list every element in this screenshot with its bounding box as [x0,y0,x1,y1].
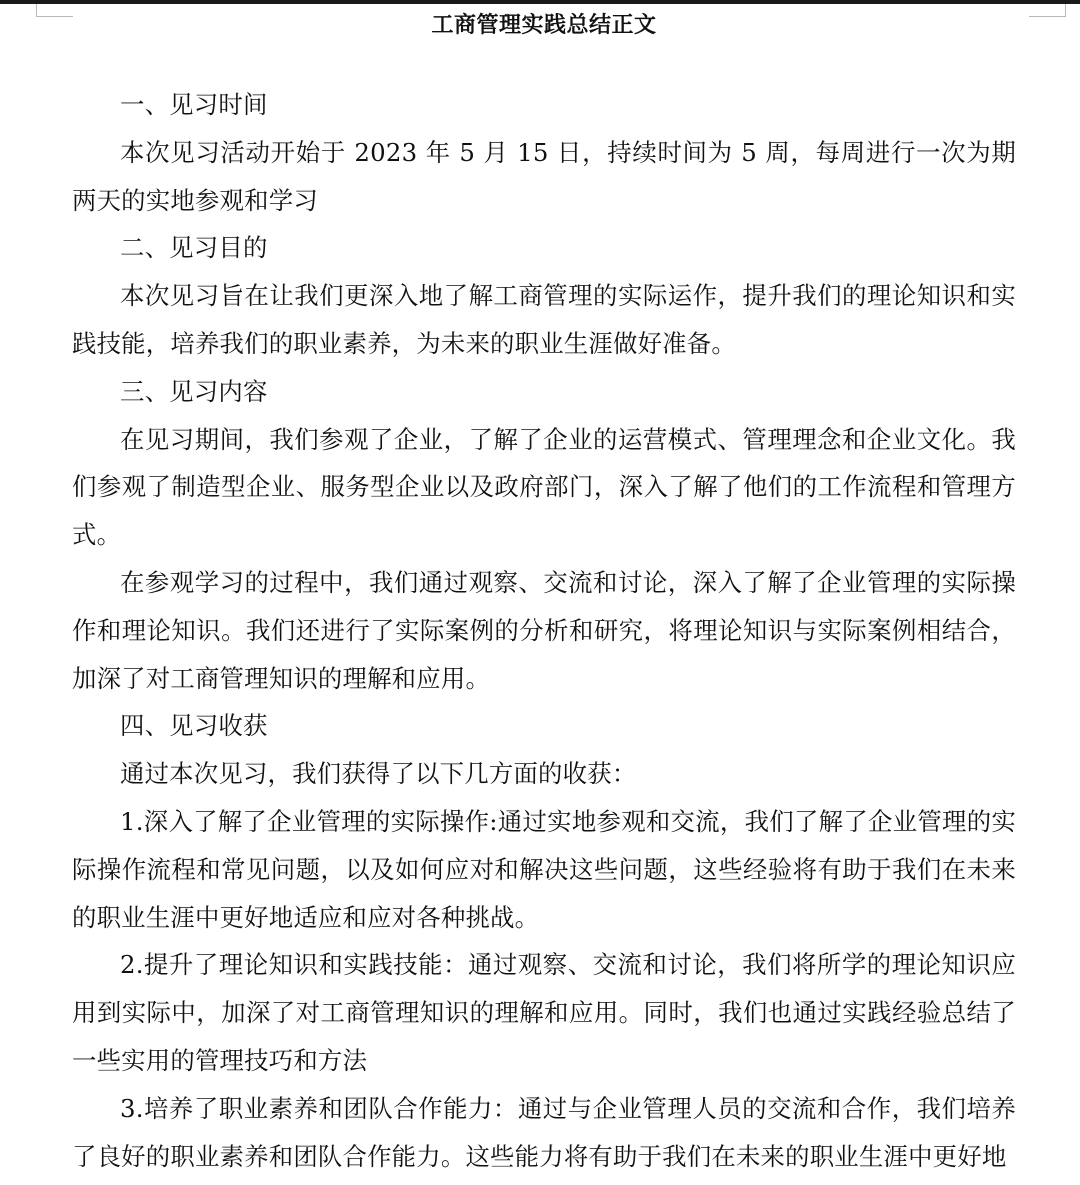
document-body [72,81,1016,1180]
paragraph-content-study: 在参观学习的过程中，我们通过观察、交流和讨论，深入了解了企业管理的实际操作和理论知识。我们还进行了实际案例的分析和研究，将理论知识与实际案例相结合，加深了对工商管理知识的理解和应用。 [72,567,1016,693]
paragraph-content-visits: 在见习期间，我们参观了企业，了解了企业的运营模式、管理理念和企业文化。我们参观了制造型企业、服务型企业以及政府部门，深入了解了他们的工作流程和管理方式。 [72,424,1016,550]
paragraph-gain-item-1: 1.深入了解了企业管理的实际操作:通过实地参观和交流，我们了解了企业管理的实际操作流程和常见问题，以及如何应对和解决这些问题，这些经验将有助于我们在未来的职业生涯中更好地适应和应对各种挑战。 [72,806,1016,932]
paragraph-gain-item-2: 2.提升了理论知识和实践技能：通过观察、交流和讨论，我们将所学的理论知识应用到实际中，加深了对工商管理知识的理解和应用。同时，我们也通过实践经验总结了一些实用的管理技巧和方法 [72,950,1016,1075]
section-heading-content: 三、见习内容 [120,376,268,406]
document-title: 工商管理实践总结正文 [431,12,657,38]
section-heading-time: 一、见习时间 [120,90,268,119]
document-page [72,0,1016,1180]
paragraph-gain-item-3: 3.培养了职业素养和团队合作能力：通过与企业管理人员的交流和合作，我们培养了良好的职业素养和团队合作能力。这些能力将有助于我们在未来的职业生涯中更好地 [72,1093,1016,1171]
left-margin-corner-mark [36,4,73,17]
paragraph-gains-intro: 通过本次见习，我们获得了以下几方面的收获： [120,759,637,789]
paragraph-time: 本次见习活动开始于 2023 年 5 月 15 日，持续时间为 5 周，每周进行一次为期两天的实地参观和学习 [72,137,1016,215]
right-margin-corner-mark [1029,4,1066,17]
section-heading-gains: 四、见习收获 [120,711,268,741]
section-heading-purpose: 二、见习目的 [120,233,268,263]
paragraph-purpose: 本次见习旨在让我们更深入地了解工商管理的实际运作，提升我们的理论知识和实践技能，培养我们的职业素养，为未来的职业生涯做好准备。 [72,281,1016,358]
